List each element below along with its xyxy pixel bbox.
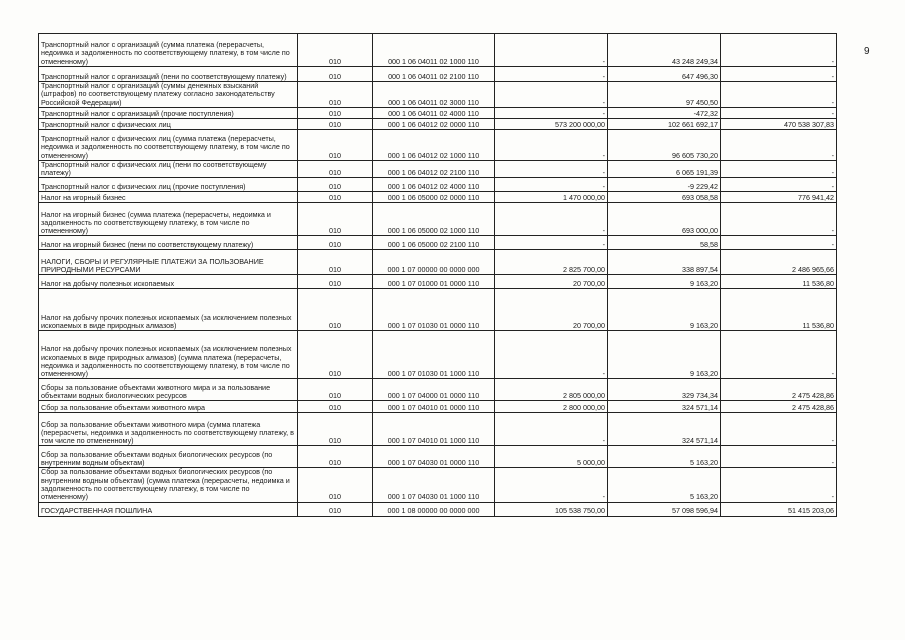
cell-code: 010 xyxy=(298,34,373,67)
cell-kbk: 000 1 06 04011 02 2100 110 xyxy=(373,67,495,82)
cell-code: 010 xyxy=(298,82,373,108)
cell-rest: 2 475 428,86 xyxy=(721,379,837,401)
cell-exec: 102 661 692,17 xyxy=(608,118,721,129)
cell-code: 010 xyxy=(298,107,373,118)
cell-code: 010 xyxy=(298,468,373,502)
table-row xyxy=(39,67,837,82)
cell-plan: - xyxy=(495,107,608,118)
cell-code: 010 xyxy=(298,129,373,160)
cell-exec: -472,32 xyxy=(608,107,721,118)
cell-rest: - xyxy=(721,178,837,192)
cell-exec: 57 098 596,94 xyxy=(608,502,721,516)
cell-kbk: 000 1 08 00000 00 0000 000 xyxy=(373,502,495,516)
cell-kbk: 000 1 07 00000 00 0000 000 xyxy=(373,250,495,275)
cell-name: НАЛОГИ, СБОРЫ И РЕГУЛЯРНЫЕ ПЛАТЕЖИ ЗА ПОЛЬЗОВАНИЕ ПРИРОДНЫМИ РЕСУРСАМИ xyxy=(39,250,298,275)
cell-kbk: 000 1 06 04012 02 4000 110 xyxy=(373,178,495,192)
cell-name: Транспортный налог с организаций (пени по соответствующему платежу) xyxy=(39,67,298,82)
cell-code: 010 xyxy=(298,331,373,379)
cell-rest: 776 941,42 xyxy=(721,192,837,203)
cell-name: Сбор за пользование объектами водных биологических ресурсов (по внутренним водным объектам) xyxy=(39,446,298,468)
cell-rest: - xyxy=(721,129,837,160)
table-row xyxy=(39,203,837,236)
cell-plan: 5 000,00 xyxy=(495,446,608,468)
cell-exec: 338 897,54 xyxy=(608,250,721,275)
cell-exec: 324 571,14 xyxy=(608,413,721,446)
cell-exec: 97 450,50 xyxy=(608,82,721,108)
table-row xyxy=(39,468,837,502)
table-row xyxy=(39,34,837,67)
cell-kbk: 000 1 06 04012 02 0000 110 xyxy=(373,118,495,129)
cell-rest: - xyxy=(721,468,837,502)
cell-kbk: 000 1 06 04011 02 3000 110 xyxy=(373,82,495,108)
cell-exec: 329 734,34 xyxy=(608,379,721,401)
cell-plan: - xyxy=(495,160,608,178)
cell-code: 010 xyxy=(298,160,373,178)
cell-rest: - xyxy=(721,82,837,108)
table-row xyxy=(39,275,837,289)
cell-exec: 9 163,20 xyxy=(608,289,721,331)
cell-kbk: 000 1 06 05000 02 2100 110 xyxy=(373,236,495,250)
table-row xyxy=(39,413,837,446)
cell-plan: - xyxy=(495,67,608,82)
cell-rest: - xyxy=(721,236,837,250)
cell-kbk: 000 1 06 05000 02 1000 110 xyxy=(373,203,495,236)
cell-code: 010 xyxy=(298,178,373,192)
cell-exec: 693 000,00 xyxy=(608,203,721,236)
cell-exec: 324 571,14 xyxy=(608,401,721,413)
cell-kbk: 000 1 07 01030 01 1000 110 xyxy=(373,331,495,379)
cell-code: 010 xyxy=(298,118,373,129)
table-row xyxy=(39,289,837,331)
cell-exec: 9 163,20 xyxy=(608,275,721,289)
table-row xyxy=(39,236,837,250)
cell-plan: - xyxy=(495,236,608,250)
cell-exec: 9 163,20 xyxy=(608,331,721,379)
table-row xyxy=(39,129,837,160)
cell-name: Сбор за пользование объектами животного мира xyxy=(39,401,298,413)
cell-rest: 11 536,80 xyxy=(721,275,837,289)
cell-code: 010 xyxy=(298,192,373,203)
cell-name: Налог на игорный бизнес (сумма платежа (перерасчеты, недоимка и задолженность по соответствующему платежу, в том числе по отмененному) xyxy=(39,203,298,236)
cell-kbk: 000 1 06 04011 02 1000 110 xyxy=(373,34,495,67)
cell-plan: 1 470 000,00 xyxy=(495,192,608,203)
cell-kbk: 000 1 07 04030 01 0000 110 xyxy=(373,446,495,468)
cell-name: Транспортный налог с физических лиц (прочие поступления) xyxy=(39,178,298,192)
cell-plan: 20 700,00 xyxy=(495,289,608,331)
cell-exec: 58,58 xyxy=(608,236,721,250)
cell-rest: 51 415 203,06 xyxy=(721,502,837,516)
cell-rest: - xyxy=(721,413,837,446)
cell-plan: - xyxy=(495,82,608,108)
table-row xyxy=(39,379,837,401)
cell-name: Сборы за пользование объектами животного мира и за пользование объектами водных биологических ресурсов xyxy=(39,379,298,401)
table-row xyxy=(39,446,837,468)
cell-name: Налог на добычу прочих полезных ископаемых (за исключением полезных ископаемых в виде природных алмазов) xyxy=(39,289,298,331)
cell-kbk: 000 1 07 04010 01 1000 110 xyxy=(373,413,495,446)
cell-name: Транспортный налог с организаций (сумма платежа (перерасчеты, недоимка и задолженность по соответствующему платежу, в том числе по отмененному) xyxy=(39,34,298,67)
cell-code: 010 xyxy=(298,67,373,82)
cell-code: 010 xyxy=(298,446,373,468)
cell-plan: - xyxy=(495,468,608,502)
table-row xyxy=(39,160,837,178)
cell-exec: 6 065 191,39 xyxy=(608,160,721,178)
cell-name: Транспортный налог с физических лиц xyxy=(39,118,298,129)
cell-code: 010 xyxy=(298,250,373,275)
page-number: 9 xyxy=(864,46,870,57)
cell-kbk: 000 1 06 04011 02 4000 110 xyxy=(373,107,495,118)
cell-name: Сбор за пользование объектами животного мира (сумма платежа (перерасчеты, недоимка и задолженность по соответствующему платежу, в том числе по отмененному) xyxy=(39,413,298,446)
report-table xyxy=(38,33,837,517)
cell-rest: - xyxy=(721,446,837,468)
table-row xyxy=(39,331,837,379)
cell-rest: - xyxy=(721,34,837,67)
cell-rest: 11 536,80 xyxy=(721,289,837,331)
cell-exec: 5 163,20 xyxy=(608,468,721,502)
cell-exec: 5 163,20 xyxy=(608,446,721,468)
cell-plan: - xyxy=(495,203,608,236)
table-row xyxy=(39,178,837,192)
cell-rest: - xyxy=(721,67,837,82)
cell-kbk: 000 1 06 04012 02 1000 110 xyxy=(373,129,495,160)
cell-name: Транспортный налог с физических лиц (сумма платежа (перерасчеты, недоимка и задолженность по соответствующему платежу, в том числе по отмененному) xyxy=(39,129,298,160)
cell-name: Транспортный налог с организаций (суммы денежных взысканий (штрафов) по соответствующему платежу согласно законодательству Российской Федерации) xyxy=(39,82,298,108)
cell-name: ГОСУДАРСТВЕННАЯ ПОШЛИНА xyxy=(39,502,298,516)
table-row xyxy=(39,192,837,203)
cell-rest: 2 486 965,66 xyxy=(721,250,837,275)
table-row xyxy=(39,401,837,413)
table-row xyxy=(39,502,837,516)
cell-kbk: 000 1 06 05000 02 0000 110 xyxy=(373,192,495,203)
cell-rest: - xyxy=(721,160,837,178)
cell-exec: 96 605 730,20 xyxy=(608,129,721,160)
cell-plan: - xyxy=(495,178,608,192)
table-row xyxy=(39,250,837,275)
cell-name: Сбор за пользование объектами водных биологических ресурсов (по внутренним водным объектам) (сумма платежа (перерасчеты, недоимка и задолженность по соответствующему платежу, в том числе по отмененному) xyxy=(39,468,298,502)
cell-kbk: 000 1 07 01000 01 0000 110 xyxy=(373,275,495,289)
cell-name: Налог на игорный бизнес xyxy=(39,192,298,203)
cell-exec: -9 229,42 xyxy=(608,178,721,192)
cell-plan: - xyxy=(495,34,608,67)
cell-kbk: 000 1 07 04000 01 0000 110 xyxy=(373,379,495,401)
cell-plan: - xyxy=(495,413,608,446)
cell-plan: 20 700,00 xyxy=(495,275,608,289)
cell-code: 010 xyxy=(298,379,373,401)
cell-rest: - xyxy=(721,331,837,379)
cell-name: Транспортный налог с организаций (прочие поступления) xyxy=(39,107,298,118)
cell-code: 010 xyxy=(298,502,373,516)
cell-rest: 470 538 307,83 xyxy=(721,118,837,129)
cell-rest: - xyxy=(721,203,837,236)
cell-plan: 573 200 000,00 xyxy=(495,118,608,129)
cell-code: 010 xyxy=(298,203,373,236)
cell-name: Транспортный налог с физических лиц (пени по соответствующему платежу) xyxy=(39,160,298,178)
cell-code: 010 xyxy=(298,236,373,250)
cell-code: 010 xyxy=(298,289,373,331)
cell-name: Налог на добычу прочих полезных ископаемых (за исключением полезных ископаемых в виде природных алмазов) (сумма платежа (перерасчеты, недоимка и задолженность по соответствующему платежу, в том числе по отмененному) xyxy=(39,331,298,379)
cell-code: 010 xyxy=(298,401,373,413)
cell-exec: 647 496,30 xyxy=(608,67,721,82)
cell-kbk: 000 1 07 01030 01 0000 110 xyxy=(373,289,495,331)
cell-code: 010 xyxy=(298,275,373,289)
cell-kbk: 000 1 07 04010 01 0000 110 xyxy=(373,401,495,413)
cell-plan: - xyxy=(495,129,608,160)
cell-plan: 2 805 000,00 xyxy=(495,379,608,401)
cell-name: Налог на добычу полезных ископаемых xyxy=(39,275,298,289)
table-row xyxy=(39,107,837,118)
cell-kbk: 000 1 06 04012 02 2100 110 xyxy=(373,160,495,178)
cell-plan: 2 800 000,00 xyxy=(495,401,608,413)
table-row xyxy=(39,82,837,108)
cell-code: 010 xyxy=(298,413,373,446)
cell-kbk: 000 1 07 04030 01 1000 110 xyxy=(373,468,495,502)
cell-rest: 2 475 428,86 xyxy=(721,401,837,413)
cell-plan: - xyxy=(495,331,608,379)
cell-exec: 693 058,58 xyxy=(608,192,721,203)
cell-plan: 2 825 700,00 xyxy=(495,250,608,275)
cell-exec: 43 248 249,34 xyxy=(608,34,721,67)
cell-rest: - xyxy=(721,107,837,118)
cell-name: Налог на игорный бизнес (пени по соответствующему платежу) xyxy=(39,236,298,250)
table-row xyxy=(39,118,837,129)
cell-plan: 105 538 750,00 xyxy=(495,502,608,516)
